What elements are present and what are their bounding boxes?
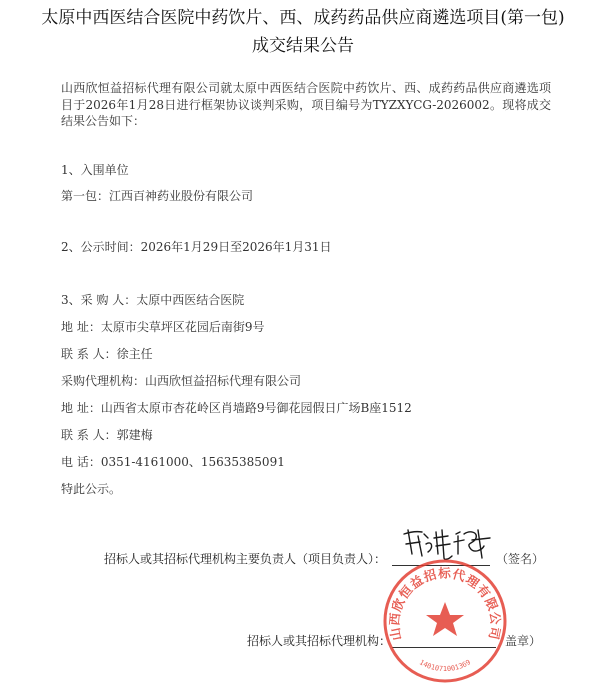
section-1-heading: 1、入围单位: [61, 163, 129, 177]
svg-text:1401071001369: [418, 658, 472, 673]
seal-number: 1401071001369: [417, 658, 473, 674]
section-1-package: 第一包：江西百神药业股份有限公司: [61, 189, 254, 203]
principal-label: 招标人或其招标代理机构主要负责人（项目负责人）：: [104, 552, 387, 566]
seal-label: 招标人或其招标代理机构：: [247, 634, 392, 648]
seal-note: 盖章）: [505, 634, 542, 648]
company-seal: [380, 556, 510, 686]
agency-address: 地 址：山西省太原市杏花岭区肖墙路9号御花园假日广场B座1512: [61, 401, 412, 415]
sign-note: （签名）: [496, 552, 545, 566]
section-2-period: 2、公示时间：2026年1月29日至2026年1月31日: [61, 240, 332, 254]
seal-star-icon: [426, 602, 464, 636]
purchaser-contact: 联 系 人：徐主任: [61, 347, 153, 361]
agency-phone: 电 话：0351-4161000、15635385091: [61, 455, 285, 469]
seal-text: 山西欣恒益招标代理有限公司: [386, 565, 504, 642]
intro-paragraph: 山西欣恒益招标代理有限公司就太原中西医结合医院中药饮片、西、成药药品供应商遴选项目于2026年1月28日进行框架协议谈判采购，项目编号为TYZXYCG-2026002。现将成交结果公告如下：: [61, 81, 551, 128]
agency-contact: 联 系 人：郭建梅: [61, 428, 153, 442]
agency-name: 采购代理机构：山西欣恒益招标代理有限公司: [61, 374, 302, 388]
closing-statement: 特此公示。: [61, 482, 122, 496]
notice-title: 太原中西医结合医院中药饮片、西、成药药品供应商遴选项目(第一包)成交结果公告: [41, 8, 565, 56]
purchaser-address: 地 址：太原市尖草坪区花园后南街9号: [61, 320, 265, 334]
section-3-purchaser: 3、采 购 人：太原中西医结合医院: [61, 293, 245, 307]
